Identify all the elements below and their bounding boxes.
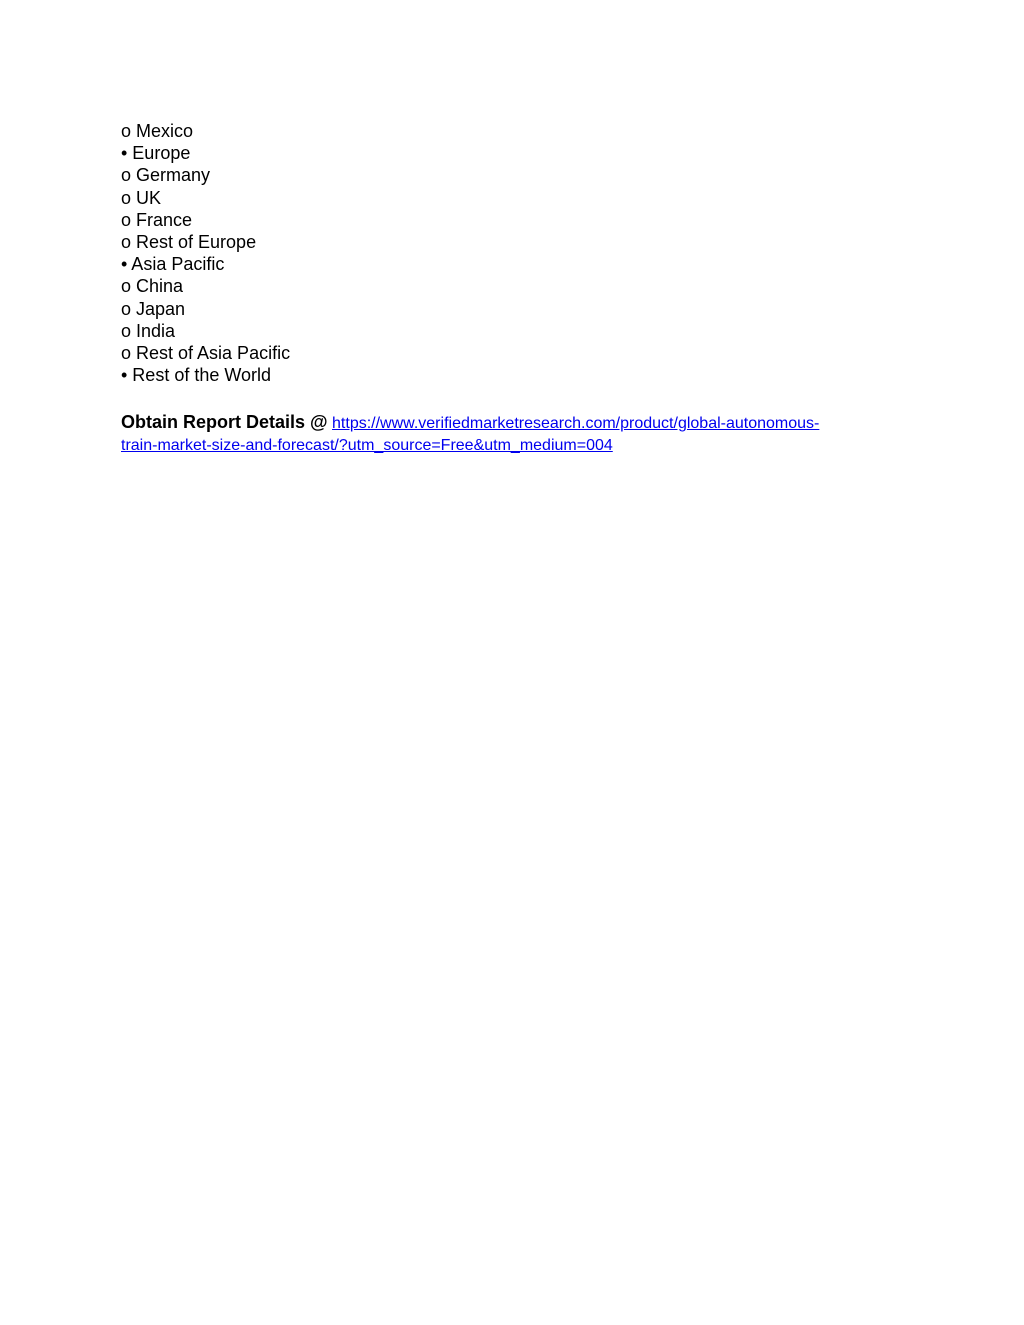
list-item: o China [121, 276, 184, 297]
list-item: o Germany [121, 165, 211, 186]
list-item: o Rest of Asia Pacific [121, 343, 291, 364]
report-details-paragraph [121, 411, 891, 457]
list-item: o Japan [121, 298, 186, 319]
list-item: o France [121, 209, 193, 230]
list-item: • Asia Pacific [121, 254, 225, 275]
list-item: o Mexico [121, 121, 194, 141]
document-page [121, 120, 921, 457]
report-details-label: Obtain Report Details @ [121, 412, 328, 433]
report-link-line2[interactable]: train-market-size-and-forecast/?utm_source=Free&utm_medium=004 [121, 437, 613, 455]
list-item: • Rest of the World [121, 365, 272, 386]
list-item: o Rest of Europe [121, 232, 257, 253]
region-list [121, 120, 921, 386]
list-item: o UK [121, 187, 162, 208]
report-link-line1[interactable]: https://www.verifiedmarketresearch.com/product/global-autonomous- [332, 415, 820, 433]
list-item: • Europe [121, 143, 191, 164]
list-item: o India [121, 320, 176, 341]
